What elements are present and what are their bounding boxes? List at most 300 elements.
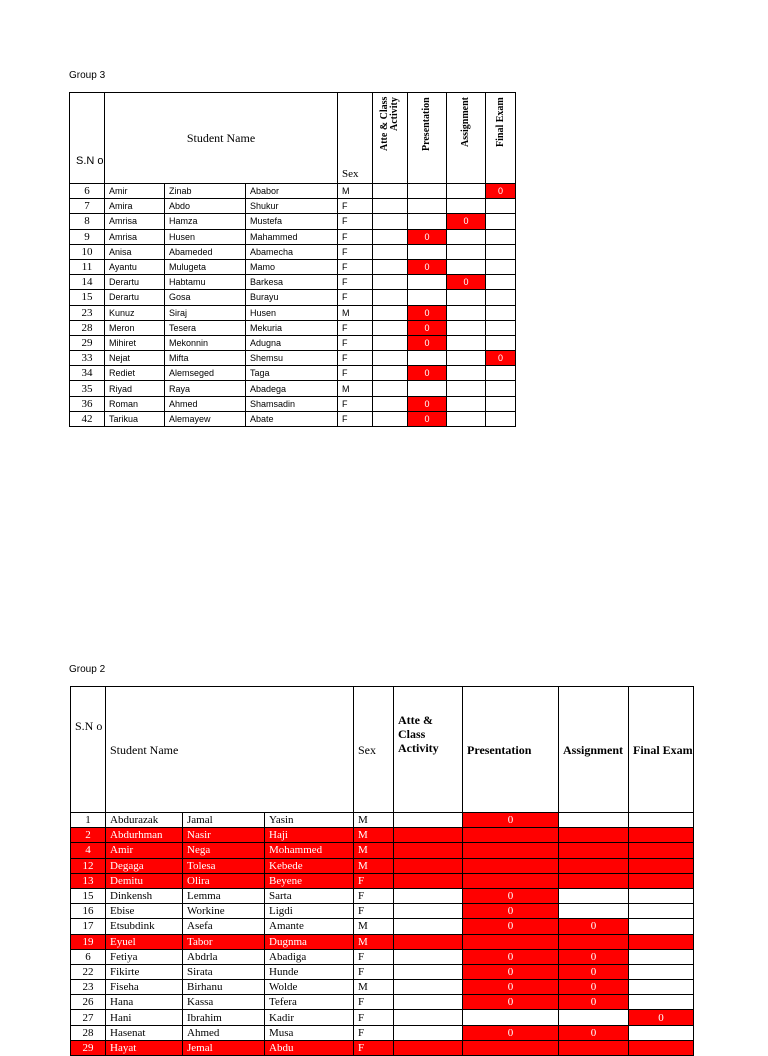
cell-presentation: 0: [408, 229, 447, 244]
cell-final-exam: [486, 411, 516, 426]
cell-last-name: Wolde: [265, 980, 354, 995]
cell-sex: F: [338, 351, 373, 366]
cell-first-name: Abdurazak: [106, 813, 183, 828]
table-row: [71, 813, 694, 828]
cell-last-name: Burayu: [246, 290, 338, 305]
cell-atte: [394, 949, 463, 964]
cell-sex: F: [354, 904, 394, 919]
cell-sno: 9: [70, 229, 105, 244]
table-row: [70, 305, 516, 320]
cell-atte: [373, 396, 408, 411]
cell-last-name: Husen: [246, 305, 338, 320]
table-row: [70, 366, 516, 381]
table-row: [71, 873, 694, 888]
table-row: [70, 275, 516, 290]
cell-middle-name: Olira: [183, 873, 265, 888]
header-sex: Sex: [338, 93, 373, 184]
cell-assignment: [447, 184, 486, 199]
cell-presentation: [408, 244, 447, 259]
cell-last-name: Taga: [246, 366, 338, 381]
cell-presentation: 0: [408, 366, 447, 381]
cell-last-name: Mohammed: [265, 843, 354, 858]
cell-presentation: 0: [408, 305, 447, 320]
cell-assignment: [559, 813, 629, 828]
cell-atte: [394, 873, 463, 888]
cell-middle-name: Lemma: [183, 888, 265, 903]
cell-atte: [394, 843, 463, 858]
cell-first-name: Tarikua: [105, 411, 165, 426]
cell-sex: F: [338, 396, 373, 411]
cell-atte: [373, 305, 408, 320]
cell-final-exam: [486, 259, 516, 274]
table-row: [71, 934, 694, 949]
cell-first-name: Degaga: [106, 858, 183, 873]
cell-assignment: [559, 1040, 629, 1055]
cell-sno: 12: [71, 858, 106, 873]
cell-sno: 2: [71, 828, 106, 843]
cell-atte: [394, 1040, 463, 1055]
cell-sex: M: [354, 934, 394, 949]
cell-atte: [373, 335, 408, 350]
cell-atte: [373, 244, 408, 259]
cell-assignment: [559, 858, 629, 873]
cell-middle-name: Mulugeta: [165, 259, 246, 274]
cell-atte: [373, 366, 408, 381]
cell-middle-name: Mekonnin: [165, 335, 246, 350]
table-row: [70, 381, 516, 396]
cell-first-name: Mihiret: [105, 335, 165, 350]
cell-middle-name: Ahmed: [165, 396, 246, 411]
cell-final-exam: [486, 244, 516, 259]
header-atte: Atte & Class Activity: [373, 93, 408, 184]
table-row: [70, 411, 516, 426]
cell-final-exam: [629, 858, 694, 873]
cell-assignment: [559, 843, 629, 858]
cell-last-name: Kebede: [265, 858, 354, 873]
cell-sex: F: [338, 335, 373, 350]
cell-presentation: [408, 351, 447, 366]
cell-sno: 17: [71, 919, 106, 934]
cell-final-exam: 0: [629, 1010, 694, 1025]
cell-presentation: [408, 275, 447, 290]
cell-last-name: Mamo: [246, 259, 338, 274]
cell-atte: [373, 184, 408, 199]
header-atte: Atte & Class Activity: [394, 687, 463, 813]
cell-presentation: [408, 381, 447, 396]
cell-middle-name: Asefa: [183, 919, 265, 934]
cell-sno: 15: [70, 290, 105, 305]
cell-sno: 13: [71, 873, 106, 888]
table-row: [71, 843, 694, 858]
cell-middle-name: Tolesa: [183, 858, 265, 873]
cell-final-exam: [629, 843, 694, 858]
cell-first-name: Ebise: [106, 904, 183, 919]
cell-assignment: [447, 396, 486, 411]
cell-assignment: 0: [559, 964, 629, 979]
cell-presentation: [463, 828, 559, 843]
cell-last-name: Abdu: [265, 1040, 354, 1055]
cell-presentation: [463, 1010, 559, 1025]
cell-assignment: [447, 259, 486, 274]
cell-first-name: Kunuz: [105, 305, 165, 320]
cell-sex: F: [338, 244, 373, 259]
cell-final-exam: [486, 199, 516, 214]
cell-atte: [394, 904, 463, 919]
cell-presentation: 0: [463, 904, 559, 919]
cell-first-name: Amir: [106, 843, 183, 858]
cell-sno: 36: [70, 396, 105, 411]
cell-last-name: Yasin: [265, 813, 354, 828]
cell-atte: [394, 813, 463, 828]
table-row: [70, 244, 516, 259]
cell-final-exam: [486, 275, 516, 290]
cell-sno: 35: [70, 381, 105, 396]
cell-first-name: Amrisa: [105, 214, 165, 229]
cell-assignment: [559, 934, 629, 949]
cell-sex: F: [338, 259, 373, 274]
cell-middle-name: Abdo: [165, 199, 246, 214]
table-row: [71, 995, 694, 1010]
cell-middle-name: Siraj: [165, 305, 246, 320]
cell-first-name: Roman: [105, 396, 165, 411]
cell-first-name: Hani: [106, 1010, 183, 1025]
cell-last-name: Adugna: [246, 335, 338, 350]
table-row: [70, 214, 516, 229]
table-row: [71, 1040, 694, 1055]
cell-presentation: [463, 843, 559, 858]
cell-presentation: 0: [408, 259, 447, 274]
cell-first-name: Fetiya: [106, 949, 183, 964]
cell-assignment: [559, 873, 629, 888]
cell-middle-name: Nasir: [183, 828, 265, 843]
cell-sno: 16: [71, 904, 106, 919]
cell-atte: [394, 1025, 463, 1040]
cell-presentation: 0: [408, 411, 447, 426]
cell-first-name: Nejat: [105, 351, 165, 366]
cell-middle-name: Birhanu: [183, 980, 265, 995]
cell-sex: F: [354, 1010, 394, 1025]
cell-final-exam: [629, 813, 694, 828]
cell-presentation: [408, 214, 447, 229]
cell-last-name: Mahammed: [246, 229, 338, 244]
cell-sno: 10: [70, 244, 105, 259]
cell-last-name: Ababor: [246, 184, 338, 199]
cell-middle-name: Nega: [183, 843, 265, 858]
cell-final-exam: [486, 290, 516, 305]
header-student-name: Student Name: [106, 687, 354, 813]
cell-first-name: Hayat: [106, 1040, 183, 1055]
cell-presentation: 0: [463, 813, 559, 828]
cell-last-name: Abadiga: [265, 949, 354, 964]
cell-assignment: [447, 229, 486, 244]
cell-assignment: [447, 351, 486, 366]
cell-final-exam: [629, 1040, 694, 1055]
cell-sno: 14: [70, 275, 105, 290]
cell-final-exam: [629, 828, 694, 843]
header-final-exam: Final Exam: [629, 687, 694, 813]
cell-final-exam: [486, 214, 516, 229]
cell-presentation: 0: [463, 888, 559, 903]
cell-atte: [394, 934, 463, 949]
cell-final-exam: [629, 964, 694, 979]
group-2-label: Group 2: [69, 664, 106, 675]
cell-atte: [394, 919, 463, 934]
cell-sex: F: [338, 214, 373, 229]
cell-last-name: Sarta: [265, 888, 354, 903]
cell-final-exam: [629, 904, 694, 919]
cell-final-exam: [629, 888, 694, 903]
cell-last-name: Abamecha: [246, 244, 338, 259]
cell-sex: M: [354, 980, 394, 995]
cell-final-exam: [486, 229, 516, 244]
cell-sex: F: [338, 366, 373, 381]
cell-sex: M: [354, 858, 394, 873]
cell-middle-name: Alemseged: [165, 366, 246, 381]
cell-last-name: Beyene: [265, 873, 354, 888]
cell-middle-name: Alemayew: [165, 411, 246, 426]
cell-sno: 26: [71, 995, 106, 1010]
cell-first-name: Amir: [105, 184, 165, 199]
cell-first-name: Riyad: [105, 381, 165, 396]
cell-presentation: 0: [463, 1025, 559, 1040]
table-row: [71, 949, 694, 964]
header-assignment: Assignment: [559, 687, 629, 813]
cell-sno: 22: [71, 964, 106, 979]
cell-sno: 8: [70, 214, 105, 229]
cell-last-name: Amante: [265, 919, 354, 934]
cell-first-name: Derartu: [105, 290, 165, 305]
cell-sex: F: [338, 275, 373, 290]
cell-atte: [373, 381, 408, 396]
cell-sno: 29: [70, 335, 105, 350]
table-row: [71, 980, 694, 995]
cell-presentation: 0: [408, 335, 447, 350]
cell-last-name: Shamsadin: [246, 396, 338, 411]
table-row: [70, 229, 516, 244]
cell-last-name: Abadega: [246, 381, 338, 396]
header-sex: Sex: [354, 687, 394, 813]
cell-sex: F: [354, 949, 394, 964]
cell-final-exam: [629, 934, 694, 949]
header-presentation: Presentation: [408, 93, 447, 184]
cell-final-exam: [629, 873, 694, 888]
cell-atte: [394, 964, 463, 979]
header-student-name: Student Name: [105, 93, 338, 184]
cell-assignment: [447, 290, 486, 305]
cell-last-name: Abate: [246, 411, 338, 426]
cell-first-name: Rediet: [105, 366, 165, 381]
cell-middle-name: Ibrahim: [183, 1010, 265, 1025]
cell-sex: F: [338, 290, 373, 305]
cell-middle-name: Zinab: [165, 184, 246, 199]
header-sno: S.N o: [70, 93, 105, 184]
cell-assignment: 0: [559, 919, 629, 934]
cell-last-name: Dugnma: [265, 934, 354, 949]
cell-final-exam: [629, 995, 694, 1010]
table-row: [70, 335, 516, 350]
cell-middle-name: Abdrla: [183, 949, 265, 964]
cell-first-name: Dinkensh: [106, 888, 183, 903]
cell-atte: [394, 828, 463, 843]
cell-presentation: [463, 934, 559, 949]
cell-atte: [373, 320, 408, 335]
cell-first-name: Eyuel: [106, 934, 183, 949]
cell-presentation: [408, 184, 447, 199]
cell-presentation: 0: [463, 980, 559, 995]
cell-final-exam: [629, 1025, 694, 1040]
cell-final-exam: [486, 305, 516, 320]
table-header-row: [70, 93, 516, 184]
cell-sno: 19: [71, 934, 106, 949]
table-row: [71, 1025, 694, 1040]
cell-presentation: [463, 858, 559, 873]
cell-middle-name: Mifta: [165, 351, 246, 366]
cell-first-name: Hasenat: [106, 1025, 183, 1040]
cell-atte: [394, 980, 463, 995]
cell-first-name: Meron: [105, 320, 165, 335]
header-presentation: Presentation: [463, 687, 559, 813]
cell-middle-name: Husen: [165, 229, 246, 244]
cell-last-name: Kadir: [265, 1010, 354, 1025]
table-row: [71, 888, 694, 903]
cell-last-name: Tefera: [265, 995, 354, 1010]
cell-atte: [373, 199, 408, 214]
cell-sno: 28: [71, 1025, 106, 1040]
cell-sex: M: [354, 813, 394, 828]
cell-first-name: Etsubdink: [106, 919, 183, 934]
table-row: [70, 184, 516, 199]
cell-assignment: 0: [559, 949, 629, 964]
cell-sex: F: [354, 995, 394, 1010]
cell-middle-name: Raya: [165, 381, 246, 396]
cell-presentation: [408, 290, 447, 305]
cell-atte: [373, 275, 408, 290]
cell-first-name: Hana: [106, 995, 183, 1010]
cell-sex: F: [354, 1040, 394, 1055]
cell-sex: M: [354, 828, 394, 843]
cell-sno: 42: [70, 411, 105, 426]
cell-atte: [373, 351, 408, 366]
cell-final-exam: [629, 980, 694, 995]
table-row: [71, 904, 694, 919]
cell-sex: F: [338, 229, 373, 244]
cell-sex: M: [354, 843, 394, 858]
cell-first-name: Derartu: [105, 275, 165, 290]
cell-assignment: [447, 244, 486, 259]
cell-last-name: Mekuria: [246, 320, 338, 335]
cell-middle-name: Ahmed: [183, 1025, 265, 1040]
cell-assignment: 0: [559, 1025, 629, 1040]
cell-final-exam: [486, 381, 516, 396]
table-row: [71, 828, 694, 843]
cell-first-name: Demitu: [106, 873, 183, 888]
table-row: [71, 858, 694, 873]
cell-assignment: [559, 904, 629, 919]
cell-sno: 4: [71, 843, 106, 858]
group-3-label: Group 3: [69, 70, 106, 81]
cell-middle-name: Gosa: [165, 290, 246, 305]
cell-assignment: 0: [559, 995, 629, 1010]
cell-sno: 29: [71, 1040, 106, 1055]
cell-sno: 27: [71, 1010, 106, 1025]
cell-assignment: [447, 381, 486, 396]
cell-middle-name: Tabor: [183, 934, 265, 949]
cell-last-name: Hunde: [265, 964, 354, 979]
cell-sno: 7: [70, 199, 105, 214]
cell-sex: F: [354, 873, 394, 888]
cell-sno: 15: [71, 888, 106, 903]
cell-assignment: [447, 305, 486, 320]
cell-middle-name: Habtamu: [165, 275, 246, 290]
cell-atte: [394, 1010, 463, 1025]
header-final-exam: Final Exam: [486, 93, 516, 184]
group-2-table: [70, 686, 694, 1056]
cell-first-name: Amira: [105, 199, 165, 214]
cell-middle-name: Abameded: [165, 244, 246, 259]
table-row: [70, 199, 516, 214]
table-row: [70, 259, 516, 274]
table-row: [70, 320, 516, 335]
cell-presentation: 0: [463, 964, 559, 979]
cell-presentation: [408, 199, 447, 214]
cell-middle-name: Jemal: [183, 1040, 265, 1055]
cell-final-exam: [486, 335, 516, 350]
cell-sex: F: [354, 964, 394, 979]
group-3-table: [69, 92, 516, 427]
table-row: [71, 1010, 694, 1025]
cell-sno: 23: [71, 980, 106, 995]
cell-final-exam: [486, 396, 516, 411]
table-row: [70, 351, 516, 366]
cell-atte: [394, 995, 463, 1010]
cell-sno: 6: [70, 184, 105, 199]
cell-sno: 34: [70, 366, 105, 381]
cell-assignment: 0: [559, 980, 629, 995]
cell-sno: 6: [71, 949, 106, 964]
cell-assignment: [447, 320, 486, 335]
cell-assignment: [447, 366, 486, 381]
cell-presentation: [463, 873, 559, 888]
cell-final-exam: [629, 919, 694, 934]
table-row: [71, 919, 694, 934]
cell-sno: 11: [70, 259, 105, 274]
cell-assignment: [559, 888, 629, 903]
cell-atte: [373, 229, 408, 244]
cell-sex: F: [354, 1025, 394, 1040]
cell-final-exam: [629, 949, 694, 964]
cell-assignment: [447, 411, 486, 426]
cell-middle-name: Jamal: [183, 813, 265, 828]
cell-presentation: 0: [408, 320, 447, 335]
cell-sex: F: [338, 320, 373, 335]
cell-first-name: Ayantu: [105, 259, 165, 274]
cell-first-name: Fiseha: [106, 980, 183, 995]
cell-middle-name: Workine: [183, 904, 265, 919]
cell-atte: [373, 214, 408, 229]
cell-first-name: Anisa: [105, 244, 165, 259]
table-header-row: [71, 687, 694, 813]
cell-sex: M: [338, 305, 373, 320]
header-sno: S.N o: [71, 687, 106, 813]
cell-middle-name: Tesera: [165, 320, 246, 335]
cell-last-name: Mustefa: [246, 214, 338, 229]
cell-assignment: 0: [447, 214, 486, 229]
header-assignment: Assignment: [447, 93, 486, 184]
cell-last-name: Haji: [265, 828, 354, 843]
cell-middle-name: Hamza: [165, 214, 246, 229]
cell-sex: F: [338, 411, 373, 426]
cell-first-name: Abdurhman: [106, 828, 183, 843]
